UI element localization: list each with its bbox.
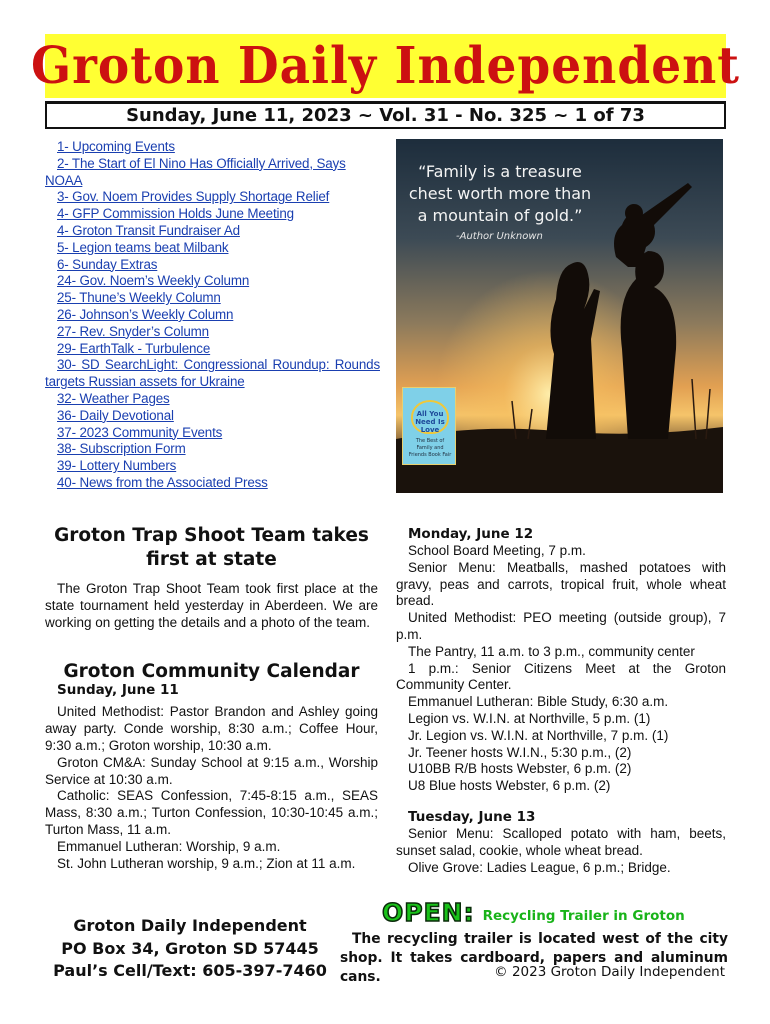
toc-link-community-events[interactable]: 37- 2023 Community Events <box>57 424 223 440</box>
calendar-monday-list <box>396 543 726 795</box>
publisher-address <box>45 915 335 983</box>
calendar-item: Catholic: SEAS Confession, 7:45-8:15 a.m., SEAS Mass, 8:30 a.m.; Turton Confession, 10:30-10:45 a.m.; Turton Mass, 11 a.m. <box>45 788 378 837</box>
trap-shoot-body: The Groton Trap Shoot Team took first place at the state tournament held yesterday in Aberdeen. We are working on getting the details and a photo of the team. <box>45 581 378 630</box>
toc-link-upcoming-events[interactable]: 1- Upcoming Events <box>57 139 175 154</box>
toc-link-gfp-commission[interactable]: 4- GFP Commission Holds June Meeting <box>57 206 294 222</box>
recycling-title: Recycling Trailer in Groton <box>482 908 685 924</box>
publisher-name: Groton Daily Independent <box>73 916 307 935</box>
family-quote-photo <box>396 139 723 493</box>
trap-shoot-article <box>45 581 378 631</box>
table-of-contents <box>45 139 380 492</box>
left-column <box>45 524 378 872</box>
calendar-sunday-list <box>45 704 378 872</box>
calendar-item: Emmanuel Lutheran: Bible Study, 6:30 a.m. <box>408 694 669 710</box>
calendar-tuesday-list <box>396 826 726 876</box>
book-cover-thumbnail <box>402 387 456 465</box>
toc-link-sunday-extras[interactable]: 6- Sunday Extras <box>57 256 158 272</box>
calendar-item: Jr. Legion vs. W.I.N. at Northville, 7 p.m. (1) <box>408 727 669 743</box>
calendar-item: U8 Blue hosts Webster, 6 p.m. (2) <box>408 778 611 794</box>
calendar-monday-heading: Monday, June 12 <box>408 526 534 542</box>
toc-link-thune-column[interactable]: 25- Thune’s Weekly Column <box>57 290 221 306</box>
toc-link-transit-fundraiser[interactable]: 4- Groton Transit Fundraiser Ad <box>57 222 240 238</box>
toc-link-noem-column[interactable]: 24- Gov. Noem’s Weekly Column <box>57 273 250 289</box>
calendar-item: St. John Lutheran worship, 9 a.m.; Zion at 11 a.m. <box>57 855 356 871</box>
recycling-header <box>340 900 728 926</box>
quote-author: -Author Unknown <box>456 231 543 242</box>
family-quote: “Family is a treasure chest worth more than a mountain of gold.” <box>408 162 592 225</box>
trap-shoot-headline: Groton Trap Shoot Team takes first at state <box>54 525 369 570</box>
recycling-text: The recycling trailer is located west of the city shop. It takes cardboard, papers and aluminum cans. <box>340 931 728 985</box>
calendar-sunday-heading: Sunday, June 11 <box>57 682 179 699</box>
toc-link-el-nino[interactable]: 2- The Start of El Nino Has Officially Arrived, Says NOAA <box>45 155 346 188</box>
calendar-item: United Methodist: Pastor Brandon and Ashley going away party. Conde worship, 8:30 a.m.; Coffee Hour, 9:30 a.m.; Groton worship, 10:30 a.m. <box>45 704 378 753</box>
calendar-item: 1 p.m.: Senior Citizens Meet at the Groton Community Center. <box>396 660 726 693</box>
calendar-item: Senior Menu: Scalloped potato with ham, beets, sunset salad, cookie, whole wheat bread. <box>396 825 726 858</box>
toc-link-searchlight[interactable]: 30- SD SearchLight: Congressional Roundup: Rounds targets Russian assets for Ukraine <box>45 357 380 390</box>
calendar-item: Groton CM&A: Sunday School at 9:15 a.m., Worship Service at 10:30 a.m. <box>45 754 378 787</box>
toc-link-weather[interactable]: 32- Weather Pages <box>57 390 170 406</box>
calendar-headline: Groton Community Calendar <box>63 661 360 683</box>
toc-link-johnson-column[interactable]: 26- Johnson’s Weekly Column <box>57 306 234 322</box>
toc-link-devotional[interactable]: 36- Daily Devotional <box>57 407 174 423</box>
toc-link-snyder-column[interactable]: 27- Rev. Snyder’s Column <box>57 323 209 339</box>
calendar-item: The Pantry, 11 a.m. to 3 p.m., community center <box>408 643 695 659</box>
toc-link-legion-teams[interactable]: 5- Legion teams beat Milbank <box>57 239 229 255</box>
publisher-po-box: PO Box 34, Groton SD 57445 <box>61 938 319 958</box>
calendar-item: United Methodist: PEO meeting (outside group), 7 p.m. <box>396 610 726 642</box>
calendar-item: Emmanuel Lutheran: Worship, 9 a.m. <box>57 838 281 854</box>
toc-link-subscription[interactable]: 38- Subscription Form <box>57 441 186 457</box>
toc-link-lottery[interactable]: 39- Lottery Numbers <box>57 458 177 474</box>
calendar-item: Jr. Teener hosts W.I.N., 5:30 p.m., (2) <box>408 744 632 760</box>
calendar-item: U10BB R/B hosts Webster, 6 p.m. (2) <box>408 761 632 777</box>
calendar-tuesday-heading: Tuesday, June 13 <box>408 808 536 825</box>
calendar-item: School Board Meeting, 7 p.m. <box>408 543 586 558</box>
newspaper-title: Groton Daily Independent <box>31 36 740 96</box>
copyright-notice: © 2023 Groton Daily Independent <box>494 964 725 980</box>
right-column <box>396 526 726 876</box>
toc-link-supply-shortage[interactable]: 3- Gov. Noem Provides Supply Shortage Relief <box>57 189 330 205</box>
dateline: Sunday, June 11, 2023 ~ Vol. 31 - No. 325 ~ 1 of 73 <box>45 101 726 129</box>
open-badge: OPEN: <box>382 898 475 927</box>
calendar-item: Legion vs. W.I.N. at Northville, 5 p.m. (1) <box>408 710 651 726</box>
book-title: All You Need Is Love <box>415 410 445 434</box>
calendar-item: Olive Grove: Ladies League, 6 p.m.; Bridge. <box>408 859 671 875</box>
calendar-item: Senior Menu: Meatballs, mashed potatoes with gravy, peas and carrots, tropical fruit, whole wheat bread. <box>396 559 726 609</box>
masthead-banner <box>31 34 740 98</box>
toc-link-associated-press[interactable]: 40- News from the Associated Press <box>57 474 268 490</box>
book-subtitle: The Best of Family and Friends Book Fair <box>408 438 452 458</box>
publisher-phone: Paul’s Cell/Text: 605-397-7460 <box>53 961 327 980</box>
toc-link-earthtalk[interactable]: 29- EarthTalk - Turbulence <box>57 340 211 356</box>
